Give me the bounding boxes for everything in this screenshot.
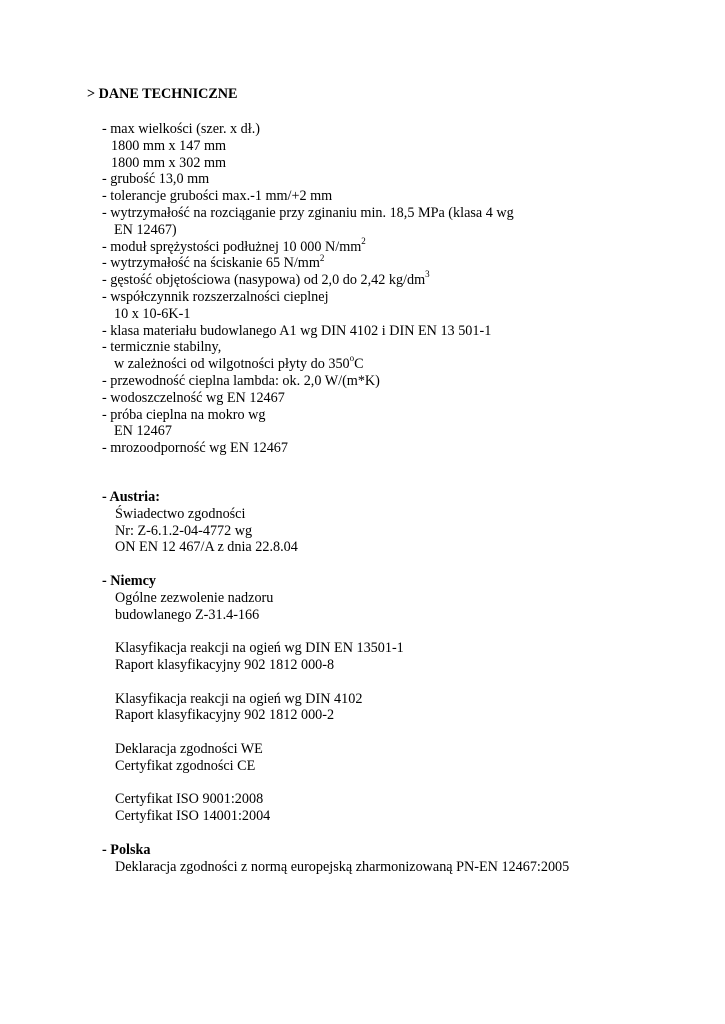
cert-line: Klasyfikacja reakcji na ogień wg DIN EN 13501-1 — [115, 640, 404, 657]
spec-line: 1800 mm x 302 mm — [111, 154, 227, 171]
spec-line: - przewodność cieplna lambda: ok. 2,0 W/(m*K) — [102, 372, 380, 389]
spec-line: - próba cieplna na mokro wg — [102, 406, 266, 423]
spec-line: 1800 mm x 147 mm — [111, 137, 227, 154]
spec-line: - mrozoodporność wg EN 12467 — [102, 440, 288, 457]
spec-line — [102, 252, 702, 272]
superscript: o — [349, 353, 355, 364]
superscript: 3 — [425, 269, 430, 280]
spec-text: - moduł sprężystości podłużnej 10 000 N/mm — [102, 238, 362, 255]
spec-line: EN 12467) — [114, 221, 177, 238]
spec-line: - klasa materiału budowlanego A1 wg DIN 4102 i DIN EN 13 501-1 — [102, 322, 492, 339]
cert-line: Deklaracja zgodności WE — [115, 740, 263, 757]
spec-line: - max wielkości (szer. x dł.) — [102, 121, 260, 137]
spec-line: - wytrzymałość na rozciąganie przy zginaniu min. 18,5 MPa (klasa 4 wg — [102, 204, 514, 221]
spec-line: - tolerancje grubości max.-1 mm/+2 mm — [102, 188, 333, 205]
spec-text: - gęstość objętościowa (nasypowa) od 2,0 do 2,42 kg/dm — [102, 272, 426, 289]
spec-line: - grubość 13,0 mm — [102, 171, 210, 188]
spec-line: - wodoszczelność wg EN 12467 — [102, 389, 285, 406]
spec-line — [102, 353, 702, 373]
cert-line: Certyfikat ISO 14001:2004 — [115, 808, 271, 825]
cert-line: Nr: Z-6.1.2-04-4772 wg — [115, 522, 253, 539]
cert-line: Certyfikat ISO 9001:2008 — [115, 791, 264, 808]
spec-line: - termicznie stabilny, — [102, 339, 222, 356]
cert-line: Raport klasyfikacyjny 902 1812 000-8 — [115, 656, 335, 673]
spec-line — [102, 269, 702, 289]
country-heading-niemcy: - Niemcy — [102, 572, 156, 589]
cert-line: Ogólne zezwolenie nadzoru — [115, 589, 274, 606]
cert-line: Deklaracja zgodności z normą europejską zharmonizowaną PN-EN 12467:2005 — [115, 858, 570, 875]
cert-line: budowlanego Z-31.4-166 — [115, 606, 260, 623]
spec-text: C — [354, 356, 364, 373]
spec-text: - wytrzymałość na ściskanie 65 N/mm — [102, 255, 320, 272]
superscript: 2 — [361, 235, 366, 246]
certificates-section — [102, 489, 702, 875]
cert-line: Raport klasyfikacyjny 902 1812 000-2 — [115, 707, 335, 724]
spec-line: 10 x 10-6K-1 — [114, 305, 191, 322]
cert-line: Świadectwo zgodności — [115, 505, 246, 522]
spec-line: - współczynnik rozszerzalności cieplnej — [102, 288, 329, 305]
cert-line: Klasyfikacja reakcji na ogień wg DIN 4102 — [115, 690, 363, 707]
country-heading-polska: - Polska — [102, 841, 151, 858]
spec-line: EN 12467 — [114, 423, 172, 440]
superscript: 2 — [319, 252, 325, 263]
country-heading-austria: - Austria: — [102, 489, 160, 505]
spec-line — [102, 235, 702, 256]
cert-line: ON EN 12 467/A z dnia 22.8.04 — [115, 539, 298, 556]
section-heading: > DANE TECHNICZNE — [87, 86, 238, 102]
spec-text: w zależności od wilgotności płyty do 350 — [114, 356, 350, 373]
cert-line: Certyfikat zgodności CE — [115, 757, 256, 774]
technical-specs-list — [102, 121, 702, 457]
